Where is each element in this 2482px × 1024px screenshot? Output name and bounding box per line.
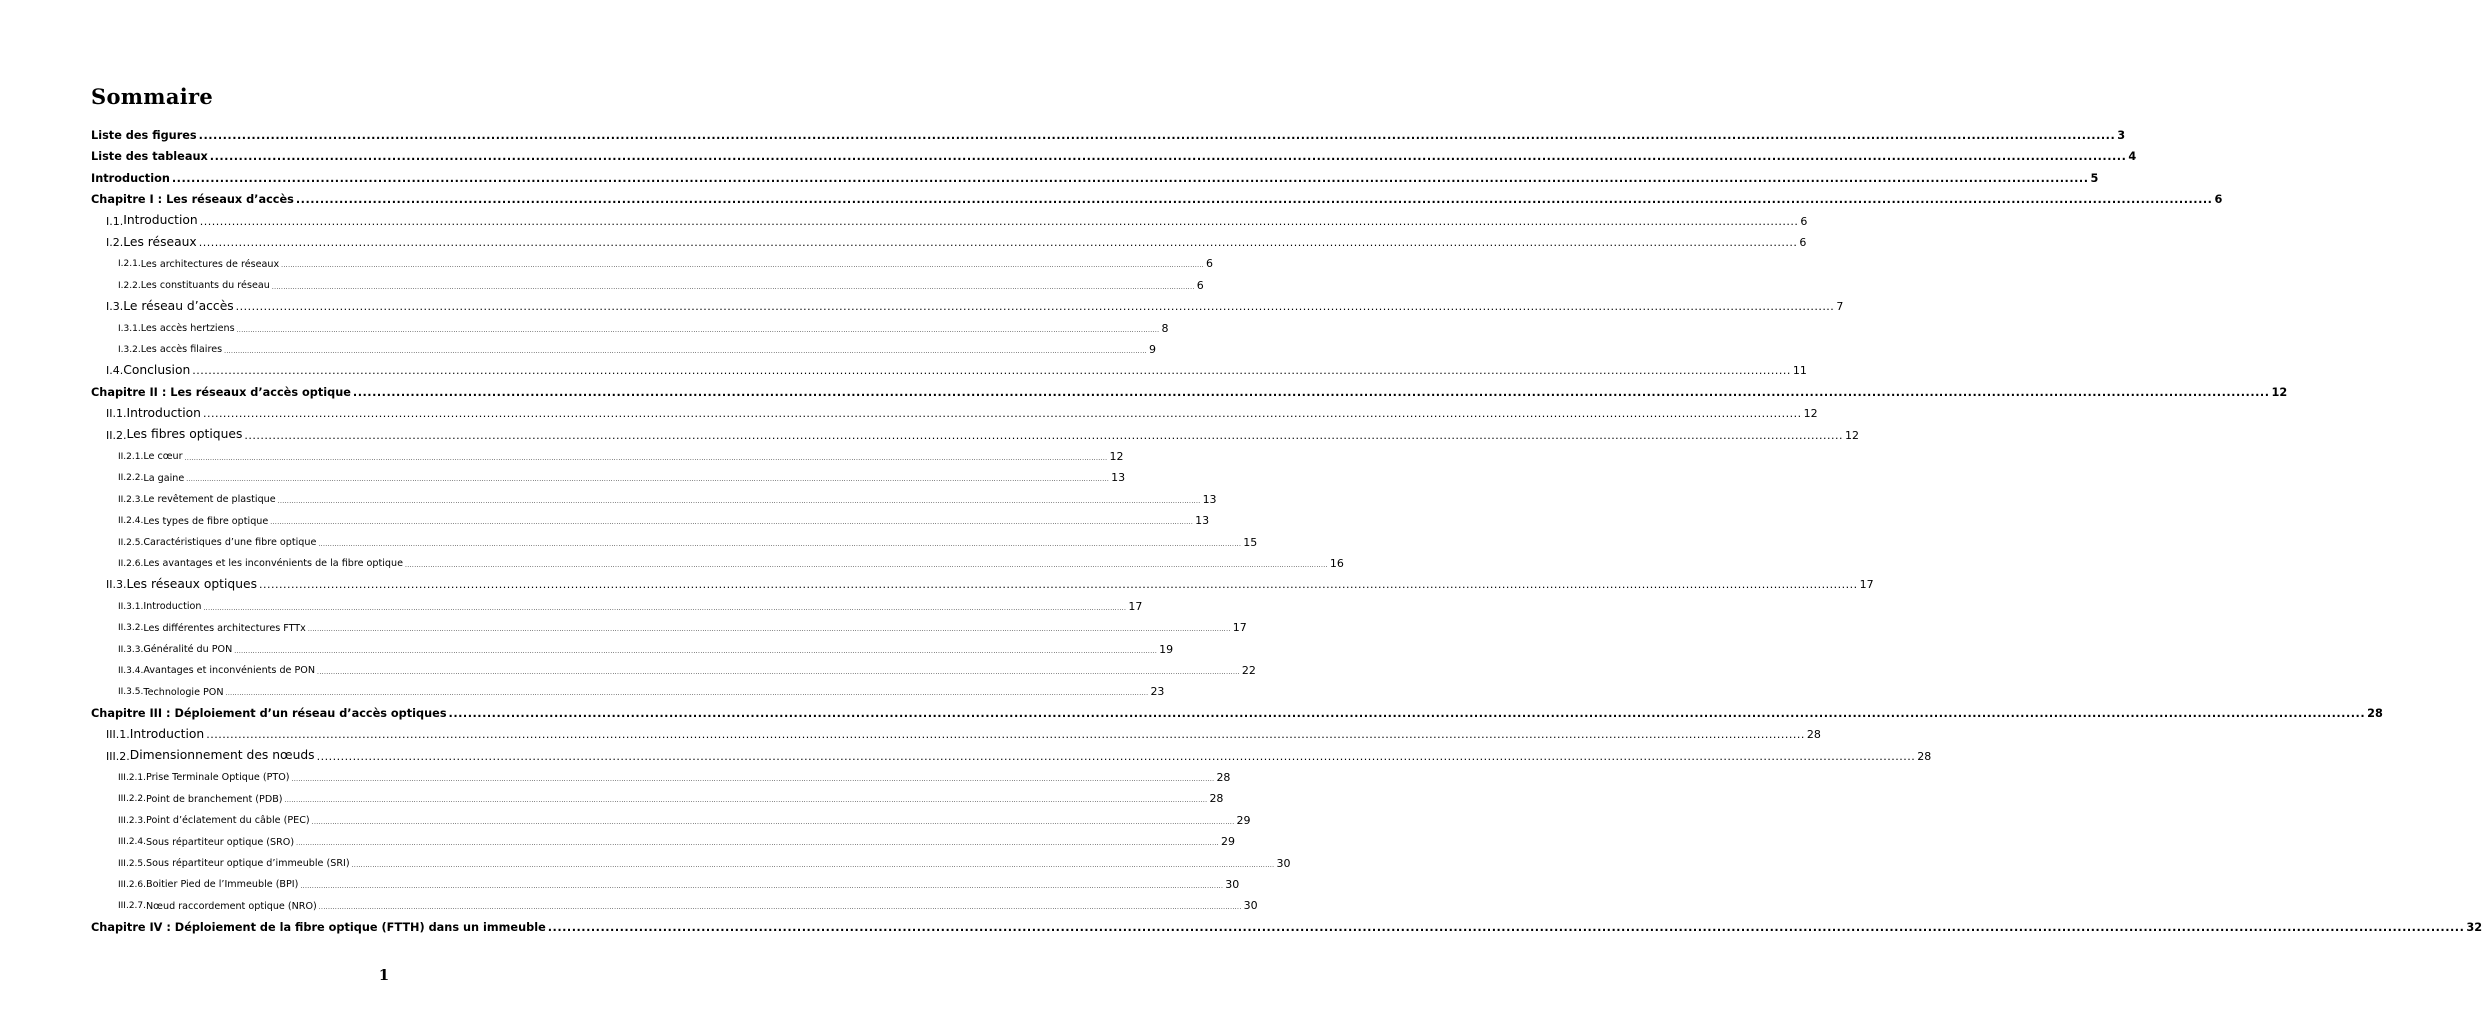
toc-entry[interactable] [106,211,1808,228]
page-title: Sommaire [91,84,214,109]
toc-entry-title: Introduction [143,601,202,613]
toc-entry-number: III.1. [106,728,130,742]
toc-entry[interactable] [91,382,2288,399]
toc-entry-number: II.3. [106,578,127,592]
toc-entry-page: 28 [2367,706,2383,720]
toc-entry[interactable] [106,403,1818,421]
toc-entry-title: Les différentes architectures FTTx [143,622,306,634]
toc-entry-page: 30 [1243,899,1258,913]
toc-entry-number: II.3.2. [118,623,144,634]
toc-entry-title: Les réseaux optiques [126,577,257,592]
toc-entry-title: Introduction [126,405,201,420]
toc-entry-page: 17 [1859,578,1874,592]
toc-entry[interactable] [118,874,1240,891]
toc-entry-page: 16 [1329,557,1344,570]
toc-dot-leader: ................................................................................................................................................................................................................................................................................................................................................................................................................ [225,690,1149,698]
toc-dot-leader: ................................................................................................................................................................................................................................................................................................................................................................................................................ [171,171,2089,185]
toc-dot-leader: ................................................................................................................................................................................................................................................................................................................................................................................................................ [192,364,1791,378]
toc-dot-leader: ................................................................................................................................................................................................................................................................................................................................................................................................................ [300,883,1224,890]
toc-entry-title: Les constituants du réseau [140,280,270,292]
toc-entry[interactable] [118,339,1156,356]
toc-entry-page: 13 [1202,492,1217,506]
toc-dot-leader: ................................................................................................................................................................................................................................................................................................................................................................................................................ [291,776,1215,783]
toc-dot-leader: ................................................................................................................................................................................................................................................................................................................................................................................................................ [311,818,1235,826]
toc-entry[interactable] [106,724,1821,742]
toc-dot-leader: ................................................................................................................................................................................................................................................................................................................................................................................................................ [203,604,1127,612]
toc-entry[interactable] [118,681,1165,699]
toc-entry-number: II.2. [106,428,127,442]
toc-dot-leader: ................................................................................................................................................................................................................................................................................................................................................................................................................ [198,128,2116,142]
toc-dot-leader: ................................................................................................................................................................................................................................................................................................................................................................................................................ [405,562,1328,569]
toc-entry[interactable] [91,146,2137,164]
toc-entry-page: 6 [1196,278,1204,292]
toc-entry-number: I.3.2. [118,345,141,355]
toc-dot-leader: ................................................................................................................................................................................................................................................................................................................................................................................................................ [234,647,1158,655]
toc-dot-leader: ................................................................................................................................................................................................................................................................................................................................................................................................................ [235,300,1835,314]
toc-entry-page: 13 [1111,471,1126,485]
toc-entry-number: I.1. [106,214,124,228]
toc-dot-leader: ................................................................................................................................................................................................................................................................................................................................................................................................................ [317,669,1240,676]
toc-entry-title: Conclusion [123,363,191,378]
toc-entry[interactable] [118,446,1124,463]
page-number: 1 [378,966,390,984]
toc-entry-number: II.2.1. [118,452,144,462]
toc-entry[interactable] [118,660,1256,677]
toc-dot-leader: ................................................................................................................................................................................................................................................................................................................................................................................................................ [351,861,1275,869]
toc-entry-page: 6 [1799,236,1807,249]
toc-entry-title: Les réseaux [123,234,197,249]
toc-entry-number: II.2.2. [118,473,144,484]
toc-dot-leader: ................................................................................................................................................................................................................................................................................................................................................................................................................ [352,385,2270,399]
toc-entry[interactable] [118,767,1231,784]
toc-dot-leader: ................................................................................................................................................................................................................................................................................................................................................................................................................ [224,348,1147,355]
toc-entry[interactable] [118,489,1217,506]
toc-entry-title: Technologie PON [143,686,224,698]
toc-dot-leader: ................................................................................................................................................................................................................................................................................................................................................................................................................ [271,283,1195,291]
toc-entry-number: I.2.2. [118,280,141,291]
toc-entry-title: Sous répartiteur optique (SRO) [146,836,295,848]
toc-entry-number: II.1. [106,407,127,421]
toc-entry-title: Boitier Pied de l’Immeuble (BPI) [146,879,299,891]
toc-entry[interactable] [118,831,1235,849]
toc-entry-number: III.2.7. [118,901,146,912]
toc-entry-page: 28 [1806,728,1821,742]
toc-entry-page: 12 [1803,407,1818,421]
toc-entry[interactable] [118,810,1251,827]
toc-dot-leader: ................................................................................................................................................................................................................................................................................................................................................................................................................ [202,407,1802,421]
toc-dot-leader: ................................................................................................................................................................................................................................................................................................................................................................................................................ [296,840,1219,848]
toc-entry-number: II.3.5. [118,687,144,698]
toc-entry-title: Point de branchement (PDB) [146,793,283,805]
toc-dot-leader: ................................................................................................................................................................................................................................................................................................................................................................................................................ [270,519,1194,527]
toc-entry-page: 7 [1836,300,1844,314]
toc-entry-number: I.4. [106,364,124,378]
toc-entry-page: 5 [2090,171,2099,185]
toc-entry-page: 15 [1243,535,1258,549]
toc-entry-title: Chapitre II : Les réseaux d’accès optique [91,385,351,399]
toc-entry-title: Les accès hertziens [140,323,235,334]
toc-entry[interactable] [118,318,1169,335]
toc-entry-title: Introduction [91,171,170,185]
toc-entry[interactable] [91,703,2383,720]
toc-entry[interactable] [118,639,1174,656]
toc-entry[interactable] [91,917,2482,934]
toc-entry[interactable] [106,232,1807,249]
toc-dot-leader: ................................................................................................................................................................................................................................................................................................................................................................................................................ [281,262,1205,270]
toc-entry-title: Chapitre IV : Déploiement de la fibre optique (FTTH) dans un immeuble [91,920,546,934]
toc-entry-page: 12 [2271,385,2288,399]
toc-entry-title: Les fibres optiques [126,427,243,442]
toc-entry-number: III.2.4. [118,837,146,848]
toc-entry-page: 8 [1161,321,1169,335]
toc-entry[interactable] [118,895,1258,913]
toc-entry-number: II.2.3. [118,494,144,505]
toc-entry-number: II.3.4. [118,666,144,676]
toc-entry-title: Avantages et inconvénients de PON [143,665,316,677]
toc-entry[interactable] [118,510,1210,528]
toc-dot-leader: ................................................................................................................................................................................................................................................................................................................................................................................................................ [258,578,1858,592]
toc-entry-page: 4 [2128,150,2137,164]
toc-dot-leader: ................................................................................................................................................................................................................................................................................................................................................................................................................ [307,626,1231,634]
toc-entry-number: II.2.4. [118,516,144,527]
toc-entry-title: Les types de fibre optique [143,515,269,527]
toc-entry-page: 9 [1149,343,1156,356]
toc-entry-title: Généralité du PON [143,644,233,655]
toc-entry-page: 28 [1917,749,1932,763]
toc-entry-number: II.2.6. [118,559,144,569]
toc-entry-title: Point d’éclatement du câble (PEC) [146,815,310,827]
toc-dot-leader: ................................................................................................................................................................................................................................................................................................................................................................................................................ [199,214,1799,228]
toc-entry-title: Sous répartiteur optique d’immeuble (SRI) [146,858,350,869]
toc-entry-page: 17 [1128,599,1143,613]
toc-entry-page: 13 [1195,514,1210,528]
toc-dot-leader: ................................................................................................................................................................................................................................................................................................................................................................................................................ [277,497,1201,505]
toc-entry-number: II.2.5. [118,537,144,548]
toc-entry-page: 12 [1109,450,1124,463]
toc-entry[interactable] [91,189,2223,206]
toc-entry-page: 23 [1150,685,1165,699]
toc-entry-title: Les architectures de réseaux [140,258,280,270]
toc-entry-page: 29 [1221,835,1235,849]
toc-entry-number: I.2.1. [118,259,141,270]
toc-entry-title: Nœud raccordement optique (NRO) [146,900,317,912]
toc-entry[interactable] [118,617,1247,635]
toc-entry-number: III.2.1. [118,773,146,783]
toc-entry-title: Chapitre I : Les réseaux d’accès [91,192,294,206]
toc-dot-leader: ................................................................................................................................................................................................................................................................................................................................................................................................................ [284,797,1208,805]
toc-entry[interactable] [118,532,1258,549]
toc-dot-leader: ................................................................................................................................................................................................................................................................................................................................................................................................................ [186,476,1110,484]
toc-entry-number: III.2.6. [118,880,146,890]
toc-dot-leader: ................................................................................................................................................................................................................................................................................................................................................................................................................ [209,150,2127,164]
toc-entry-page: 30 [1276,856,1291,870]
toc-dot-leader: ................................................................................................................................................................................................................................................................................................................................................................................................................ [547,920,2465,934]
toc-entry-page: 6 [2214,192,2223,206]
toc-entry-number: III.2.3. [118,815,146,826]
toc-dot-leader: ................................................................................................................................................................................................................................................................................................................................................................................................................ [184,455,1108,462]
toc-dot-leader: ................................................................................................................................................................................................................................................................................................................................................................................................................ [236,326,1160,334]
toc-entry-page: 32 [2466,920,2482,934]
toc-entry-page: 11 [1792,364,1807,378]
toc-entry[interactable] [118,596,1143,613]
toc-dot-leader: ................................................................................................................................................................................................................................................................................................................................................................................................................ [318,540,1242,548]
toc-entry-number: I.3.1. [118,323,141,334]
toc-dot-leader: ................................................................................................................................................................................................................................................................................................................................................................................................................ [295,192,2213,206]
toc-entry-title: Le cœur [143,451,183,463]
toc-entry-number: III.2. [106,749,130,763]
toc-dot-leader: ................................................................................................................................................................................................................................................................................................................................................................................................................ [318,904,1242,912]
toc-entry-title: Le réseau d’accès [123,298,234,313]
toc-entry-page: 6 [1800,214,1808,228]
toc-entry-page: 28 [1209,792,1224,806]
toc-entry-page: 19 [1159,642,1174,656]
toc-entry-number: I.2. [106,236,124,249]
toc-entry[interactable] [91,125,2126,142]
toc-dot-leader: ................................................................................................................................................................................................................................................................................................................................................................................................................ [198,236,1798,249]
toc-entry-title: Chapitre III : Déploiement d’un réseau d’accès optiques [91,706,447,720]
toc-entry[interactable] [106,574,1874,592]
toc-dot-leader: ................................................................................................................................................................................................................................................................................................................................................................................................................ [244,428,1843,442]
toc-entry-title: Les avantages et les inconvénients de la fibre optique [143,558,403,570]
toc-dot-leader: ................................................................................................................................................................................................................................................................................................................................................................................................................ [206,728,1805,742]
toc-entry-title: La gaine [143,472,185,484]
toc-entry[interactable] [106,360,1807,378]
toc-dot-leader: ................................................................................................................................................................................................................................................................................................................................................................................................................ [316,749,1916,763]
toc-entry[interactable] [91,168,2099,185]
toc-entry-page: 3 [2117,128,2126,142]
toc-entry[interactable] [118,253,1214,271]
toc-entry-title: Introduction [129,726,205,741]
toc-entry-title: Prise Terminale Optique (PTO) [146,772,290,784]
toc-entry-page: 12 [1845,428,1859,442]
toc-entry-title: Liste des tableaux [91,150,208,164]
toc-entry-page: 28 [1216,771,1231,784]
toc-entry-title: Caractéristiques d’une fibre optique [143,537,317,548]
toc-entry-page: 29 [1236,813,1251,827]
toc-entry[interactable] [118,853,1291,870]
toc-entry-number: II.3.1. [118,601,144,612]
toc-entry-page: 22 [1241,664,1256,677]
toc-entry[interactable] [118,553,1344,570]
toc-entry-title: Dimensionnement des nœuds [129,748,315,763]
toc-entry-page: 17 [1232,621,1247,635]
toc-entry-title: Les accès filaires [140,344,223,356]
toc-entry[interactable] [106,296,1844,314]
toc-entry-page: 6 [1206,257,1214,271]
toc-entry-title: Introduction [123,213,198,228]
toc-entry-number: III.2.2. [118,794,146,805]
toc-entry[interactable] [118,788,1224,806]
toc-entry-page: 30 [1225,878,1240,891]
toc-entry[interactable] [118,275,1204,292]
toc-dot-leader: ................................................................................................................................................................................................................................................................................................................................................................................................................ [448,706,2366,720]
toc-entry[interactable] [106,425,1859,442]
toc-entry-number: III.2.5. [118,858,146,869]
toc-entry[interactable] [106,746,1932,763]
toc-entry[interactable] [118,467,1126,485]
toc-entry-number: I.3. [106,300,124,314]
toc-entry-number: II.3.3. [118,644,144,655]
toc-entry-title: Le revêtement de plastique [143,494,276,506]
toc-entry-title: Liste des figures [91,128,197,142]
